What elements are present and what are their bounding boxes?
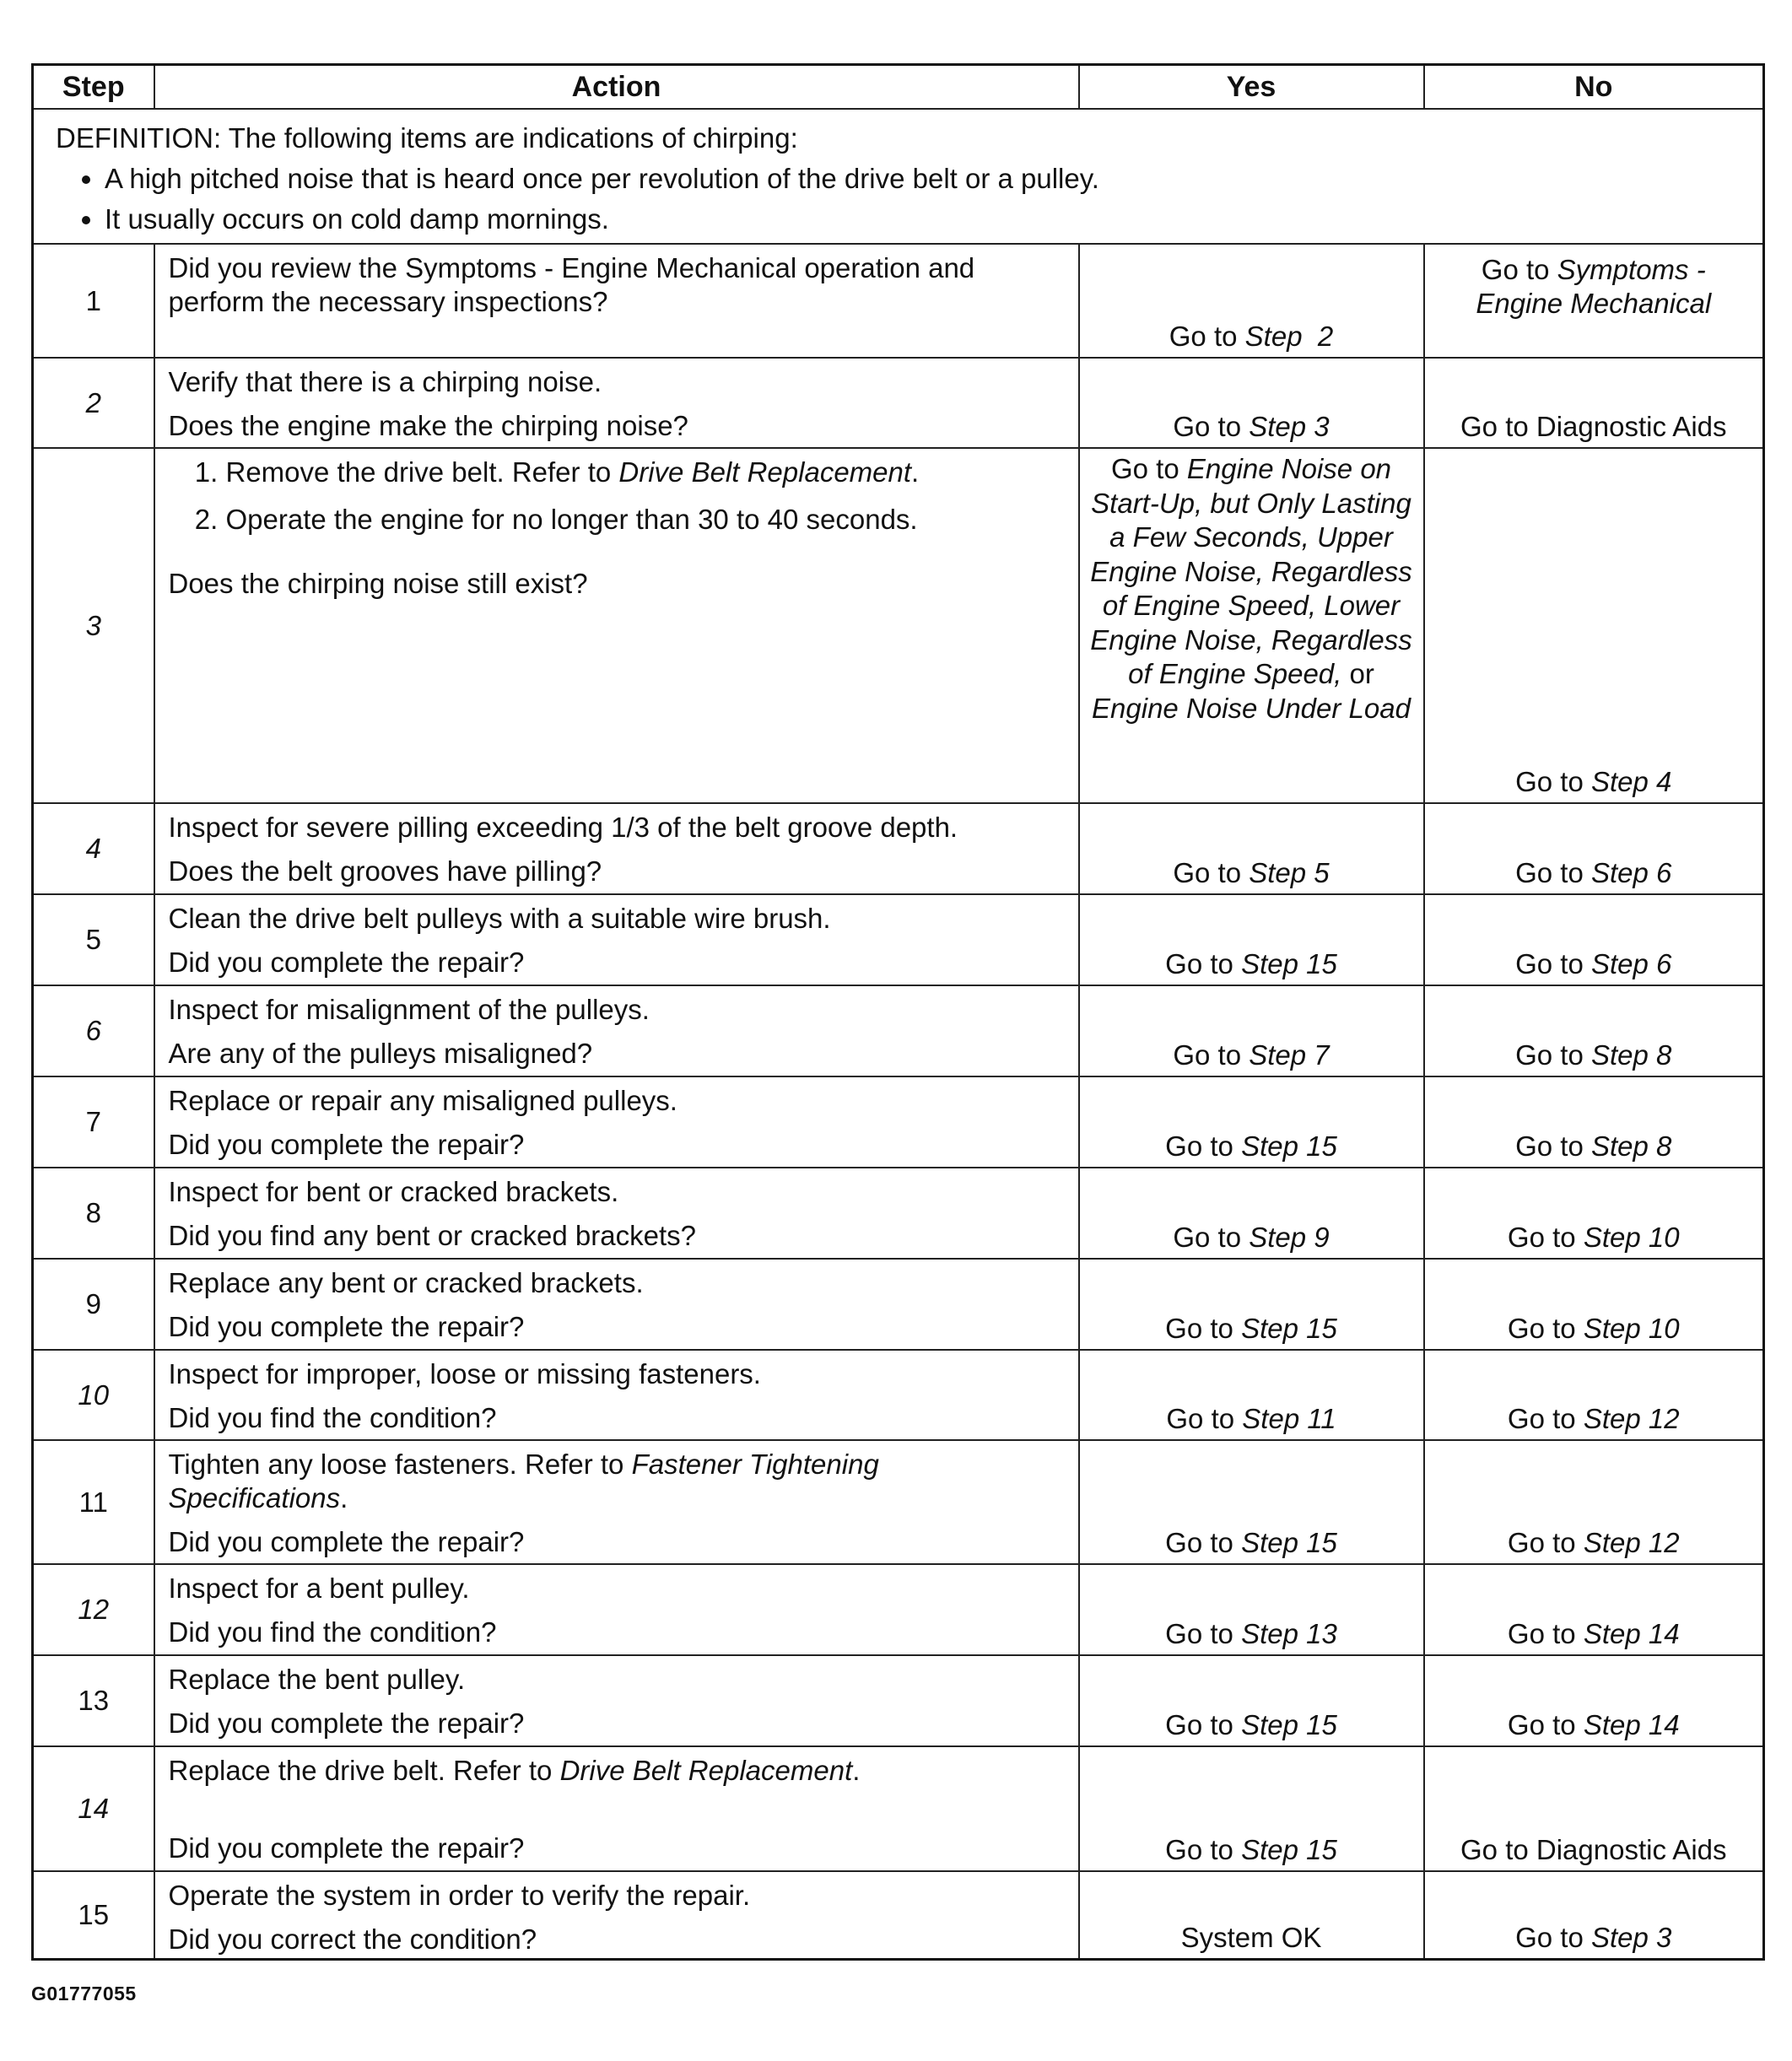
figure-code: G01777055: [31, 1983, 137, 2004]
no-cell: Go to Step 12: [1424, 1350, 1764, 1440]
no-step-link[interactable]: Step 6: [1590, 948, 1672, 979]
header-action: Action: [154, 65, 1079, 110]
action-question: Did you find the condition?: [168, 1402, 497, 1433]
action-question: Did you correct the condition?: [168, 1923, 537, 1955]
definition-bullets: [56, 159, 1746, 240]
step-number: 11: [33, 1440, 154, 1564]
header-row: [33, 65, 1764, 110]
action-cell: [154, 1076, 1079, 1168]
yes-step-link[interactable]: Step 15: [1241, 1834, 1337, 1865]
step-number: 6: [33, 985, 154, 1076]
action-cell: [154, 358, 1079, 448]
no-prefix: Go to: [1515, 766, 1591, 797]
no-cell: [1424, 448, 1764, 803]
drive-belt-replacement-link[interactable]: Drive Belt Replacement: [559, 1755, 853, 1786]
header-step: Step: [33, 65, 154, 110]
yes-cell: Go to Step 15: [1079, 894, 1424, 985]
yes-cell: [1079, 448, 1424, 803]
no-step-link[interactable]: Step 6: [1590, 857, 1672, 888]
action-cell: [154, 985, 1079, 1076]
no-cell: Go to Step 14: [1424, 1655, 1764, 1746]
step-number: 8: [33, 1168, 154, 1259]
step-row-1: [33, 244, 1764, 358]
yes-cell: [1079, 244, 1424, 358]
yes-cell: Go to Step 15: [1079, 1746, 1424, 1871]
drive-belt-replacement-link[interactable]: Drive Belt Replacement: [618, 456, 912, 488]
action-text: Verify that there is a chirping noise.: [168, 366, 602, 397]
no-step-link[interactable]: Step 12: [1583, 1403, 1680, 1434]
yes-prefix: Go to: [1173, 411, 1250, 442]
yes-step-link[interactable]: Step 7: [1249, 1039, 1330, 1071]
yes-step-link[interactable]: Step 13: [1241, 1618, 1337, 1649]
yes-step-link[interactable]: Step 9: [1249, 1222, 1330, 1253]
system-ok-text: System OK: [1180, 1921, 1322, 1953]
action-text: Clean the drive belt pulleys with a suitable wire brush.: [168, 903, 831, 934]
step-row-10: [33, 1350, 1764, 1440]
action-text: Did you review the Symptoms - Engine Mechanical operation and perform the necessary inspections?: [168, 252, 975, 317]
no-step-link[interactable]: Step 8: [1590, 1130, 1672, 1162]
action-cell: [154, 448, 1079, 803]
step-number: 7: [33, 1076, 154, 1168]
definition-row: [33, 109, 1764, 244]
step-row-14: [33, 1746, 1764, 1871]
no-cell: [1424, 358, 1764, 448]
action-cell: [154, 1564, 1079, 1655]
no-diagnostic-aids-link[interactable]: Go to Diagnostic Aids: [1460, 411, 1727, 442]
yes-step-link[interactable]: Step 2: [1244, 321, 1334, 352]
yes-step-link[interactable]: Step 11: [1242, 1403, 1336, 1434]
no-link-symptoms[interactable]: Symptoms - Engine Mechanical: [1476, 254, 1712, 319]
step-number: 12: [33, 1564, 154, 1655]
no-cell: Go to Step 10: [1424, 1259, 1764, 1350]
step-row-11: [33, 1440, 1764, 1564]
action-question: Did you complete the repair?: [168, 1526, 525, 1557]
step-number: 14: [33, 1746, 154, 1871]
no-cell: [1424, 1746, 1764, 1871]
no-prefix: Go to: [1481, 254, 1557, 285]
action-question: Did you find any bent or cracked brackets?: [168, 1220, 697, 1251]
step-row-12: [33, 1564, 1764, 1655]
step-number: 1: [33, 244, 154, 358]
no-cell: [1424, 244, 1764, 358]
action-text: Replace the drive belt. Refer to Drive Belt Replacement.: [168, 1755, 861, 1786]
step-number: 9: [33, 1259, 154, 1350]
step-number: 13: [33, 1655, 154, 1746]
yes-cell: [1079, 1871, 1424, 1959]
action-cell: [154, 1746, 1079, 1871]
yes-cell: Go to Step 15: [1079, 1259, 1424, 1350]
step-number: 4: [33, 803, 154, 894]
action-text: Operate the system in order to verify the repair.: [168, 1880, 751, 1911]
no-cell: Go to Step 10: [1424, 1168, 1764, 1259]
step-row-4: [33, 803, 1764, 894]
yes-prefix: Go to: [1169, 321, 1245, 352]
yes-cell: Go to Step 13: [1079, 1564, 1424, 1655]
no-step-link[interactable]: Step 14: [1583, 1709, 1680, 1740]
yes-cell: Go to Step 15: [1079, 1655, 1424, 1746]
step-row-15: [33, 1871, 1764, 1959]
no-cell: Go to Step 6: [1424, 894, 1764, 985]
action-text: Inspect for misalignment of the pulleys.: [168, 994, 650, 1025]
action-question: Does the engine make the chirping noise?: [168, 410, 688, 441]
step-row-8: [33, 1168, 1764, 1259]
action-cell: [154, 1440, 1079, 1564]
step-row-6: [33, 985, 1764, 1076]
no-step-link[interactable]: Step 4: [1590, 766, 1672, 797]
step-number: 5: [33, 894, 154, 985]
action-question: Did you complete the repair?: [168, 1311, 525, 1342]
action-question: Did you complete the repair?: [168, 947, 525, 978]
no-step-link[interactable]: Step 3: [1590, 1921, 1672, 1953]
action-text: Replace any bent or cracked brackets.: [168, 1267, 644, 1298]
definition-text: DEFINITION: The following items are indications of chirping:: [56, 122, 798, 154]
action-cell: [154, 244, 1079, 358]
fastener-tightening-link[interactable]: Fastener Tightening Specifications: [168, 1449, 879, 1513]
step-number: 10: [33, 1350, 154, 1440]
action-cell: [154, 1168, 1079, 1259]
yes-step-link[interactable]: Step 15: [1241, 1130, 1337, 1162]
action-cell: [154, 1350, 1079, 1440]
no-step-link[interactable]: Step 12: [1583, 1527, 1680, 1558]
diagnostic-document: [31, 63, 1762, 1961]
yes-prefix: Go to: [1110, 453, 1187, 484]
no-cell: Go to Step 12: [1424, 1440, 1764, 1564]
action-question: Did you find the condition?: [168, 1616, 497, 1648]
yes-step-link[interactable]: Step 15: [1241, 1527, 1337, 1558]
step-number: 3: [33, 448, 154, 803]
definition-bullet: • It usually occurs on cold damp mornings.: [105, 199, 1746, 240]
no-step-link[interactable]: Step 14: [1583, 1618, 1680, 1649]
header-yes: Yes: [1079, 65, 1424, 110]
yes-step-link[interactable]: Step 15: [1241, 1709, 1337, 1740]
no-cell: Go to Step 14: [1424, 1564, 1764, 1655]
yes-step-link[interactable]: Step 5: [1249, 857, 1330, 888]
step-row-7: [33, 1076, 1764, 1168]
action-text: Tighten any loose fasteners. Refer to Fastener Tightening Specifications.: [168, 1449, 879, 1513]
no-cell: Go to Step 8: [1424, 985, 1764, 1076]
definition-cell: [33, 109, 1764, 244]
action-cell: [154, 894, 1079, 985]
yes-cell: Go to Step 9: [1079, 1168, 1424, 1259]
action-question: Did you complete the repair?: [168, 1708, 525, 1739]
action-question: Does the chirping noise still exist?: [168, 568, 588, 599]
no-cell: Go to Step 8: [1424, 1076, 1764, 1168]
yes-noise-under-load-link[interactable]: Engine Noise Under Load: [1092, 692, 1411, 724]
yes-cell: [1079, 358, 1424, 448]
action-procedure-list: [169, 456, 1066, 537]
procedure-step: 1. Remove the drive belt. Refer to Drive Belt Replacement.: [226, 456, 1066, 489]
action-question: Did you complete the repair?: [168, 1832, 525, 1864]
action-question: Are any of the pulleys misaligned?: [168, 1038, 593, 1069]
action-text: Replace the bent pulley.: [168, 1664, 466, 1695]
step-row-2: [33, 358, 1764, 448]
no-step-link[interactable]: Step 8: [1590, 1039, 1672, 1071]
no-step-link[interactable]: Step 10: [1583, 1222, 1680, 1253]
yes-cell: Go to Step 7: [1079, 985, 1424, 1076]
step-row-9: [33, 1259, 1764, 1350]
action-cell: [154, 1871, 1079, 1959]
action-text: Replace or repair any misaligned pulleys.: [168, 1085, 677, 1116]
procedure-step: 2. Operate the engine for no longer than 30 to 40 seconds.: [226, 503, 1066, 537]
yes-cell: Go to Step 11: [1079, 1350, 1424, 1440]
header-no: No: [1424, 65, 1764, 110]
action-text: Inspect for bent or cracked brackets.: [168, 1176, 619, 1207]
no-step-link[interactable]: Step 10: [1583, 1313, 1680, 1344]
action-text: Inspect for severe pilling exceeding 1/3 of the belt groove depth.: [168, 812, 958, 843]
no-cell: Go to Step 6: [1424, 803, 1764, 894]
step-row-5: [33, 894, 1764, 985]
yes-step-link[interactable]: Step 3: [1249, 411, 1330, 442]
yes-step-link[interactable]: Step 15: [1241, 948, 1337, 979]
action-cell: [154, 1655, 1079, 1746]
yes-cell: Go to Step 15: [1079, 1440, 1424, 1564]
action-cell: [154, 803, 1079, 894]
action-question: Does the belt grooves have pilling?: [168, 855, 602, 887]
no-cell: Go to Step 3: [1424, 1871, 1764, 1959]
yes-noise-links[interactable]: Engine Noise on Start-Up, but Only Lasting a Few Seconds, Upper Engine Noise, Regardless of Engine Speed, Lower Engine Noise, Regardless of Engine Speed,: [1090, 453, 1412, 689]
step-number: 15: [33, 1871, 154, 1959]
yes-step-link[interactable]: Step 15: [1241, 1313, 1337, 1344]
action-text: Inspect for improper, loose or missing fasteners.: [168, 1358, 761, 1389]
step-number: 2: [33, 358, 154, 448]
definition-bullet: • A high pitched noise that is heard once per revolution of the drive belt or a pulley.: [105, 159, 1746, 199]
step-row-3: [33, 448, 1764, 803]
yes-mid: or: [1341, 658, 1374, 689]
no-diagnostic-aids-link[interactable]: Go to Diagnostic Aids: [1460, 1834, 1727, 1865]
yes-cell: Go to Step 15: [1079, 1076, 1424, 1168]
yes-cell: Go to Step 5: [1079, 803, 1424, 894]
action-text: Inspect for a bent pulley.: [168, 1573, 470, 1604]
action-question: Did you complete the repair?: [168, 1129, 525, 1160]
step-row-13: [33, 1655, 1764, 1746]
action-cell: [154, 1259, 1079, 1350]
diagnostic-table: [31, 63, 1765, 1961]
